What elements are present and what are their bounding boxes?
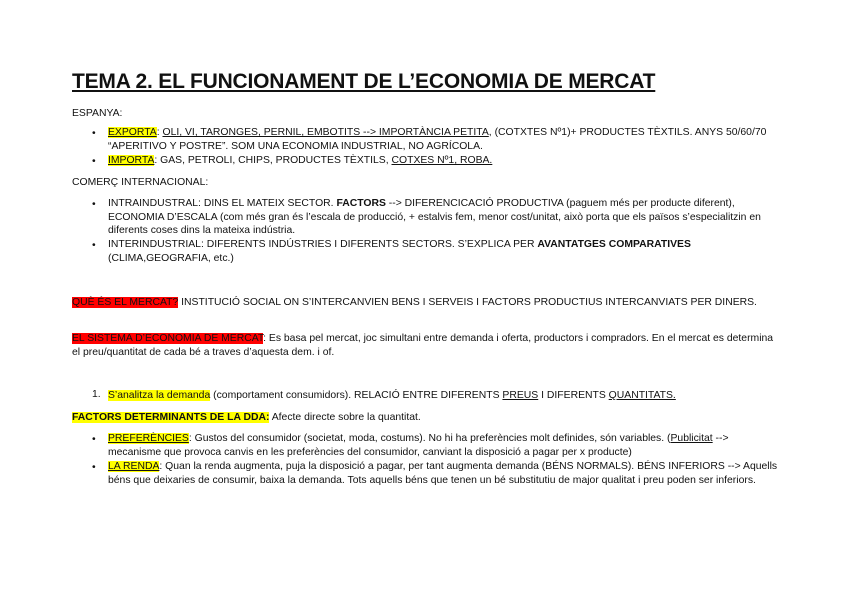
section-heading-comerc: COMERÇ INTERNACIONAL:: [72, 177, 209, 188]
text: --> DIFERENCICACIÓ PRODUCTIVA (paguem més per producte diferent), ECONOMIA D’ESCALA (com més gran és l’escala de producció, + estalvis fem, menor cost/unitat, això porta que els països s’especialitzin en diferents coses dins la mateixa indústria.: [108, 198, 761, 236]
highlight-demanda: S’analitza la demanda: [108, 390, 211, 401]
list-item-interindustrial: [108, 238, 778, 265]
text: : Es basa pel mercat, joc simultani entre demanda i oferta, productors i compradors. En el mercat es determina el preu/quantitat de cada bé a traves d’aquesta dem. i of.: [72, 333, 774, 358]
paragraph-sistema: [72, 332, 777, 359]
bullet: •: [92, 240, 96, 251]
bullet: •: [92, 156, 96, 167]
list-item-importa: [108, 154, 778, 168]
page-title: TEMA 2. EL FUNCIONAMENT DE L’ECONOMIA DE MERCAT: [72, 70, 656, 93]
text: I DIFERENTS: [538, 390, 609, 401]
bullet: •: [92, 462, 96, 473]
list-number: 1.: [92, 389, 101, 400]
underlined-text: QUANTITATS.: [608, 390, 676, 401]
highlight-importa: IMPORTA: [108, 155, 155, 166]
bold-text: AVANTATGES COMPARATIVES: [537, 239, 691, 250]
text: (CLIMA,GEOGRAFIA, etc.): [108, 252, 234, 264]
paragraph-mercat: [72, 296, 777, 310]
list-item-intraindustrial: [108, 197, 778, 238]
text: INSTITUCIÓ SOCIAL ON S’INTERCANVIEN BENS I SERVEIS I FACTORS PRODUCTIUS INTERCANVIATS PER DINERS.: [178, 297, 757, 308]
highlight-renda: LA RENDA: [108, 461, 160, 472]
underlined-text: PREUS: [502, 390, 539, 401]
text: :: [156, 127, 163, 138]
underlined-text: OLI, VI, TARONGES, PERNIL, EMBOTITS --> IMPORTÀNCIA PETITA: [162, 127, 489, 138]
text: (comportament consumidors). RELACIÓ ENTRE DIFERENTS: [210, 390, 503, 401]
text: INTERINDUSTRIAL: DIFERENTS INDÚSTRIES I DIFERENTS SECTORS. S’EXPLICA PER: [108, 239, 538, 250]
highlight-mercat: QUÈ ÉS EL MERCAT?: [72, 297, 179, 308]
text: --> mecanisme que provoca canvis en les preferències del consumidor, canviant la disposició a pagar per x producte): [108, 433, 729, 458]
text: : Gustos del consumidor (societat, moda, costums). No hi ha preferències molt definides, són variables. (: [188, 433, 671, 444]
text: : GAS, PETROLI, CHIPS, PRODUCTES TÈXTILS,: [154, 155, 392, 166]
text: : Quan la renda augmenta, puja la disposició a pagar, per tant augmenta demanda (BÉNS NORMALS). BÉNS INFERIORS --> Aquells béns que deixaries de consumir, baixa la demanda. Tots aquells béns que tenen un bé substitutiu de major qualitat i preu poden ser inferiors.: [108, 461, 778, 486]
numbered-item-demanda: [108, 389, 778, 403]
paragraph-factors: [72, 411, 777, 425]
list-item-exporta: [108, 126, 778, 153]
list-item-preferencies: [108, 432, 778, 459]
highlight-preferencies: PREFERÈNCIES: [108, 433, 189, 444]
highlight-exporta: EXPORTA: [108, 127, 157, 138]
bullet: •: [92, 128, 96, 139]
text: , (COTXTES Nº1)+ PRODUCTES TÈXTILS. ANYS 50/60/70 “APERITIVO Y POSTRE”. SOM UNA ECONOMIA INDUSTRIAL, NO AGRÍCOLA.: [108, 127, 767, 152]
highlight-factors: FACTORS DETERMINANTS DE LA DDA:: [72, 412, 270, 423]
highlight-sistema: EL SISTEMA D’ECONOMIA DE MERCAT: [72, 333, 264, 344]
text: INTRAINDUSTRAL: DINS EL MATEIX SECTOR.: [108, 198, 337, 209]
list-item-renda: [108, 460, 778, 487]
bullet: •: [92, 199, 96, 210]
bullet: •: [92, 434, 96, 445]
section-heading-espanya: ESPANYA:: [72, 108, 123, 119]
text: Afecte directe sobre la quantitat.: [269, 412, 421, 423]
underlined-text: Publicitat: [670, 433, 713, 444]
bold-text: FACTORS: [336, 198, 386, 209]
underlined-text: COTXES Nº1, ROBA.: [391, 155, 493, 166]
